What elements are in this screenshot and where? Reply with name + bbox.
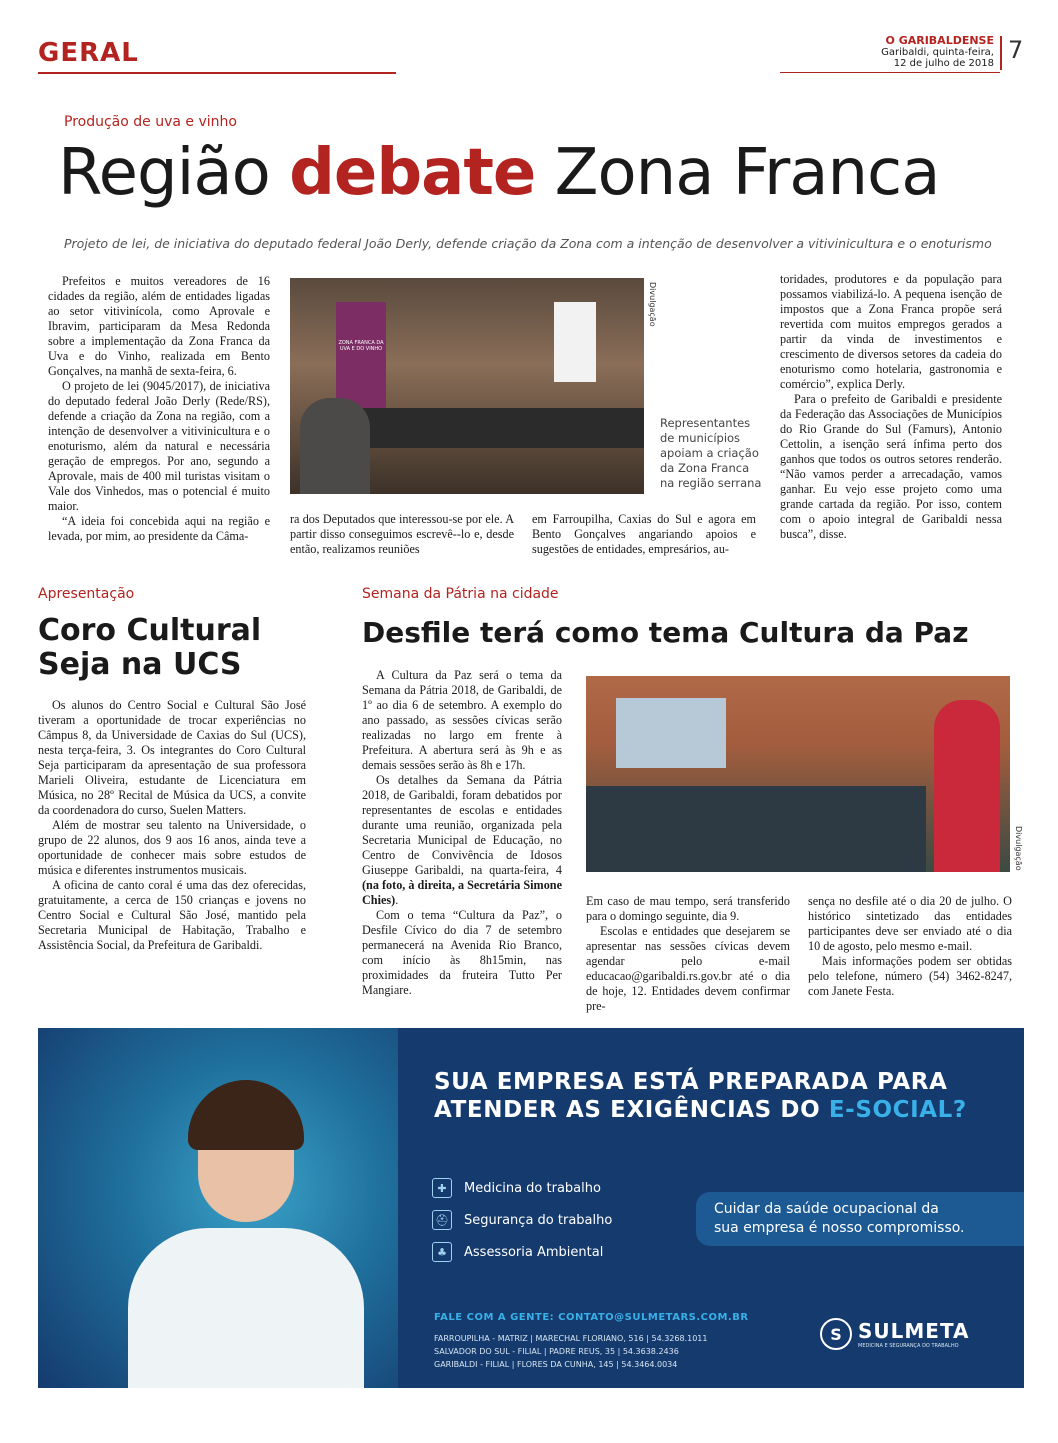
- banner-right: [554, 302, 596, 382]
- person-teacher: [934, 700, 1000, 872]
- sulmeta-tagline: MEDICINA E SEGURANÇA DO TRABALHO: [858, 1343, 959, 1349]
- sulmeta-brand: SULMETA: [858, 1319, 970, 1343]
- coro-headline-1: Coro Cultural: [38, 613, 262, 648]
- safety-icon: ⛑: [432, 1210, 452, 1230]
- section-label: GERAL: [38, 38, 139, 68]
- main-deck: Projeto de lei, de iniciativa do deputado federal João Derly, defende criação da Zona com a intenção de desenvolver a vitivinicultura e o enoturismo: [64, 236, 992, 251]
- ad-headline-2: ATENDER AS EXIGÊNCIAS DO E-SOCIAL?: [434, 1097, 967, 1123]
- desfile-photo-credit: Divulgação: [1014, 826, 1023, 871]
- ad-services: [432, 1178, 612, 1262]
- paper-name: O GARIBALDENSE: [885, 34, 994, 47]
- dateline-2: 12 de julho de 2018: [893, 58, 994, 69]
- doctor-hair: [188, 1080, 304, 1150]
- ad-headline: [434, 1068, 967, 1124]
- ad-service-1: ✚ Medicina do trabalho: [432, 1178, 612, 1198]
- main-col1-p2: O projeto de lei (9045/2017), de iniciativa do deputado federal João Derly (Rede/RS), defende a criação da Zona na região, com a intenção de desenvolver a vitivinicultura e o enoturismo, além da natural e necessária geração de empregos. Por ano, segundo a Aprovale, mais de 400 mil turistas visitam o Vale dos Vinhedos, mas o potencial é muito maior.: [48, 379, 270, 513]
- ad-service-3: ♣ Assessoria Ambiental: [432, 1242, 612, 1262]
- banner-text-2: UVA E DO VINHO: [339, 346, 383, 352]
- main-headline: [58, 136, 939, 210]
- main-col1-p1: Prefeitos e muitos vereadores de 16 cidades da região, além de entidades ligadas ao setor vitivinícola, como Aprovale e Ibravim, participaram da Mesa Redonda sobre a implementação da Zona Franca da Uva e do Vinho, realizada em Bento Gonçalves, na manhã de sexta-feira, 6.: [48, 274, 270, 378]
- coro-p2: Além de mostrar seu talento na Universidade, o grupo de 22 alunos, dos 9 aos 16 anos, ainda teve a oportunidade de conhecer mais sobre estudos de música e diferentes instrumentos musicais.: [38, 818, 306, 877]
- banner-left: [336, 302, 386, 410]
- ad-address-3: GARIBALDI - FILIAL | FLORES DA CUNHA, 145 | 54.3464.0034: [434, 1360, 678, 1369]
- desfile-col2-p1: Em caso de mau tempo, será transferido para o domingo seguinte, dia 9.: [586, 894, 790, 923]
- header-rule-left: [38, 72, 396, 74]
- desfile-col-1: [362, 668, 562, 998]
- desfile-col3-p1: sença no desfile até o dia 20 de julho. O histórico sintetizado das entidades participantes deve ser enviado até o dia 10 de agosto, pelo mesmo e-mail.: [808, 894, 1012, 953]
- ad-service-2: ⛑ Segurança do trabalho: [432, 1210, 612, 1230]
- ad-slogan: Cuidar da saúde ocupacional da sua empresa é nosso compromisso.: [696, 1192, 1024, 1246]
- header-divider: [1000, 36, 1002, 70]
- desfile-col1-p2: Os detalhes da Semana da Pátria 2018, de Garibaldi, foram debatidos por representantes de escolas e entidades durante uma reunião, organizada pela Secretaria Municipal de Educação, no Centro de Convivência de Idosos Giuseppe Garibaldi, na quarta-feira, 4 (na foto, à direita, a Secretária Simone Chies).: [362, 773, 562, 907]
- ad-sulmeta: [38, 1028, 1024, 1388]
- ad-image-doctor: [38, 1028, 398, 1388]
- main-col-3: em Farroupilha, Caxias do Sul e agora em Bento Gonçalves angariando apoios e sugestões de entidades, empresários, au-: [532, 512, 756, 556]
- ad-address-1: FARROUPILHA - MATRIZ | MARECHAL FLORIANO, 516 | 54.3268.1011: [434, 1334, 708, 1343]
- desfile-col-3: [808, 894, 1012, 999]
- banner-text-1: ZONA FRANCA DA: [338, 340, 384, 346]
- person-foreground: [300, 398, 370, 494]
- headline-part1: Região: [58, 136, 290, 210]
- headline-emphasis: debate: [289, 136, 536, 210]
- main-col-4: [780, 272, 1002, 542]
- dateline-1: Garibaldi, quinta-feira,: [881, 47, 994, 58]
- environment-icon: ♣: [432, 1242, 452, 1262]
- sulmeta-logo-icon: S: [820, 1318, 852, 1350]
- ad-addresses: [434, 1332, 707, 1371]
- main-col-2: ra dos Deputados que interessou-se por ele. A partir disso conseguimos escrevê--lo e, desde então, realizamos reuniões: [290, 512, 514, 556]
- desfile-kicker: Semana da Pátria na cidade: [362, 586, 559, 602]
- ad-contact: FALE COM A GENTE: CONTATO@SULMETARS.COM.BR: [434, 1312, 749, 1323]
- table: [350, 408, 644, 448]
- people-row: [586, 786, 926, 872]
- sulmeta-logo: [820, 1318, 970, 1350]
- main-photo-credit: Divulgação: [648, 282, 657, 327]
- coro-body: [38, 698, 306, 953]
- main-col-1: [48, 274, 270, 544]
- coro-headline: [38, 614, 261, 682]
- desfile-col-2: [586, 894, 790, 1014]
- header-rule-right: [780, 72, 1000, 73]
- medical-icon: ✚: [432, 1178, 452, 1198]
- headline-part2: Zona Franca: [535, 136, 940, 210]
- desfile-photo: [586, 676, 1010, 872]
- main-photo-caption: Representantes de municípios apoiam a criação da Zona Franca na região serrana: [660, 416, 762, 490]
- main-col1-p3: “A ideia foi concebida aqui na região e levada, por mim, ao presidente da Câma-: [48, 514, 270, 543]
- desfile-col1-p3: Com o tema “Cultura da Paz”, o Desfile Cívico do dia 7 de setembro permanecerá na Avenida Rio Branco, com início às 8h15min, nas proximidades da fruteira Tutto Per Mangiare.: [362, 908, 562, 997]
- desfile-col3-p2: Mais informações podem ser obtidas pelo telefone, número (54) 3462-8247, com Janete Festa.: [808, 954, 1012, 998]
- desfile-col2-p2: Escolas e entidades que desejarem se apresentar nas sessões cívicas devem agendar pelo e-mail educacao@garibaldi.rs.gov.br até o dia de hoje, 12. Entidades devem confirmar pre-: [586, 924, 790, 1013]
- coro-kicker: Apresentação: [38, 586, 135, 602]
- desfile-headline: Desfile terá como tema Cultura da Paz: [362, 616, 969, 649]
- coro-p3: A oficina de canto coral é uma das dez oferecidas, gratuitamente, a cerca de 150 crianças e jovens no Centro Social e Cultural São José, mantido pela Secretaria Municipal de Habitação, Trabalho e Assistência Social, da Prefeitura de Garibaldi.: [38, 878, 306, 952]
- ad-headline-1: SUA EMPRESA ESTÁ PREPARADA PARA: [434, 1069, 948, 1095]
- main-photo: [290, 278, 644, 494]
- main-col4-p2: Para o prefeito de Garibaldi e presidente da Federação das Associações de Municípios do Rio Grande do Sul (Famurs), Antonio Cettolin, a isenção será ínfima perto dos ganhos que todos os outros setores renderão. “Não vamos perder a arrecadação, vamos ganhar. Eu vejo esse projeto como uma grande cartada da região. Por isso, contem com o apoio integral de Garibaldi nessa busca”, disse.: [780, 392, 1002, 541]
- ad-address-2: SALVADOR DO SUL - FILIAL | PADRE REUS, 35 | 54.3638.2436: [434, 1347, 679, 1356]
- main-col4-p1: toridades, produtores e da população para possamos viabilizá-lo. A pequena isenção de impostos que a Zona Franca propõe será revertida com muitos empregos gerados a partir da vinda de investimentos e crescimento de diversos setores da cadeia do enoturismo como hotelaria, gastronomia e comércio”, explica Derly.: [780, 272, 1002, 391]
- desfile-col1-p1: A Cultura da Paz será o tema da Semana da Pátria 2018, de Garibaldi, de 1º ao dia 6 de setembro. A exemplo do ano passado, as sessões cívicas serão realizadas no largo em frente à Prefeitura. A abertura será às 9h e as demais sessões serão às 8h e 17h.: [362, 668, 562, 772]
- coro-headline-2: Seja na UCS: [38, 647, 242, 682]
- main-kicker: Produção de uva e vinho: [64, 114, 237, 130]
- doctor-coat: [128, 1228, 364, 1388]
- window: [616, 698, 726, 768]
- page-number: 7: [1008, 36, 1024, 64]
- coro-p1: Os alunos do Centro Social e Cultural São José tiveram a oportunidade de trocar experiências no Câmpus 8, da Universidade de Caxias do Sul (UCS), nesta terça-feira, 3. Os integrantes do Coro Cultural Seja participaram da apresentação de sua professora Marieli Oliveira, estudante de Licenciatura em Música, no 28º Recital de Música da UCS, a convite da coordenadora do curso, Suelen Matters.: [38, 698, 306, 817]
